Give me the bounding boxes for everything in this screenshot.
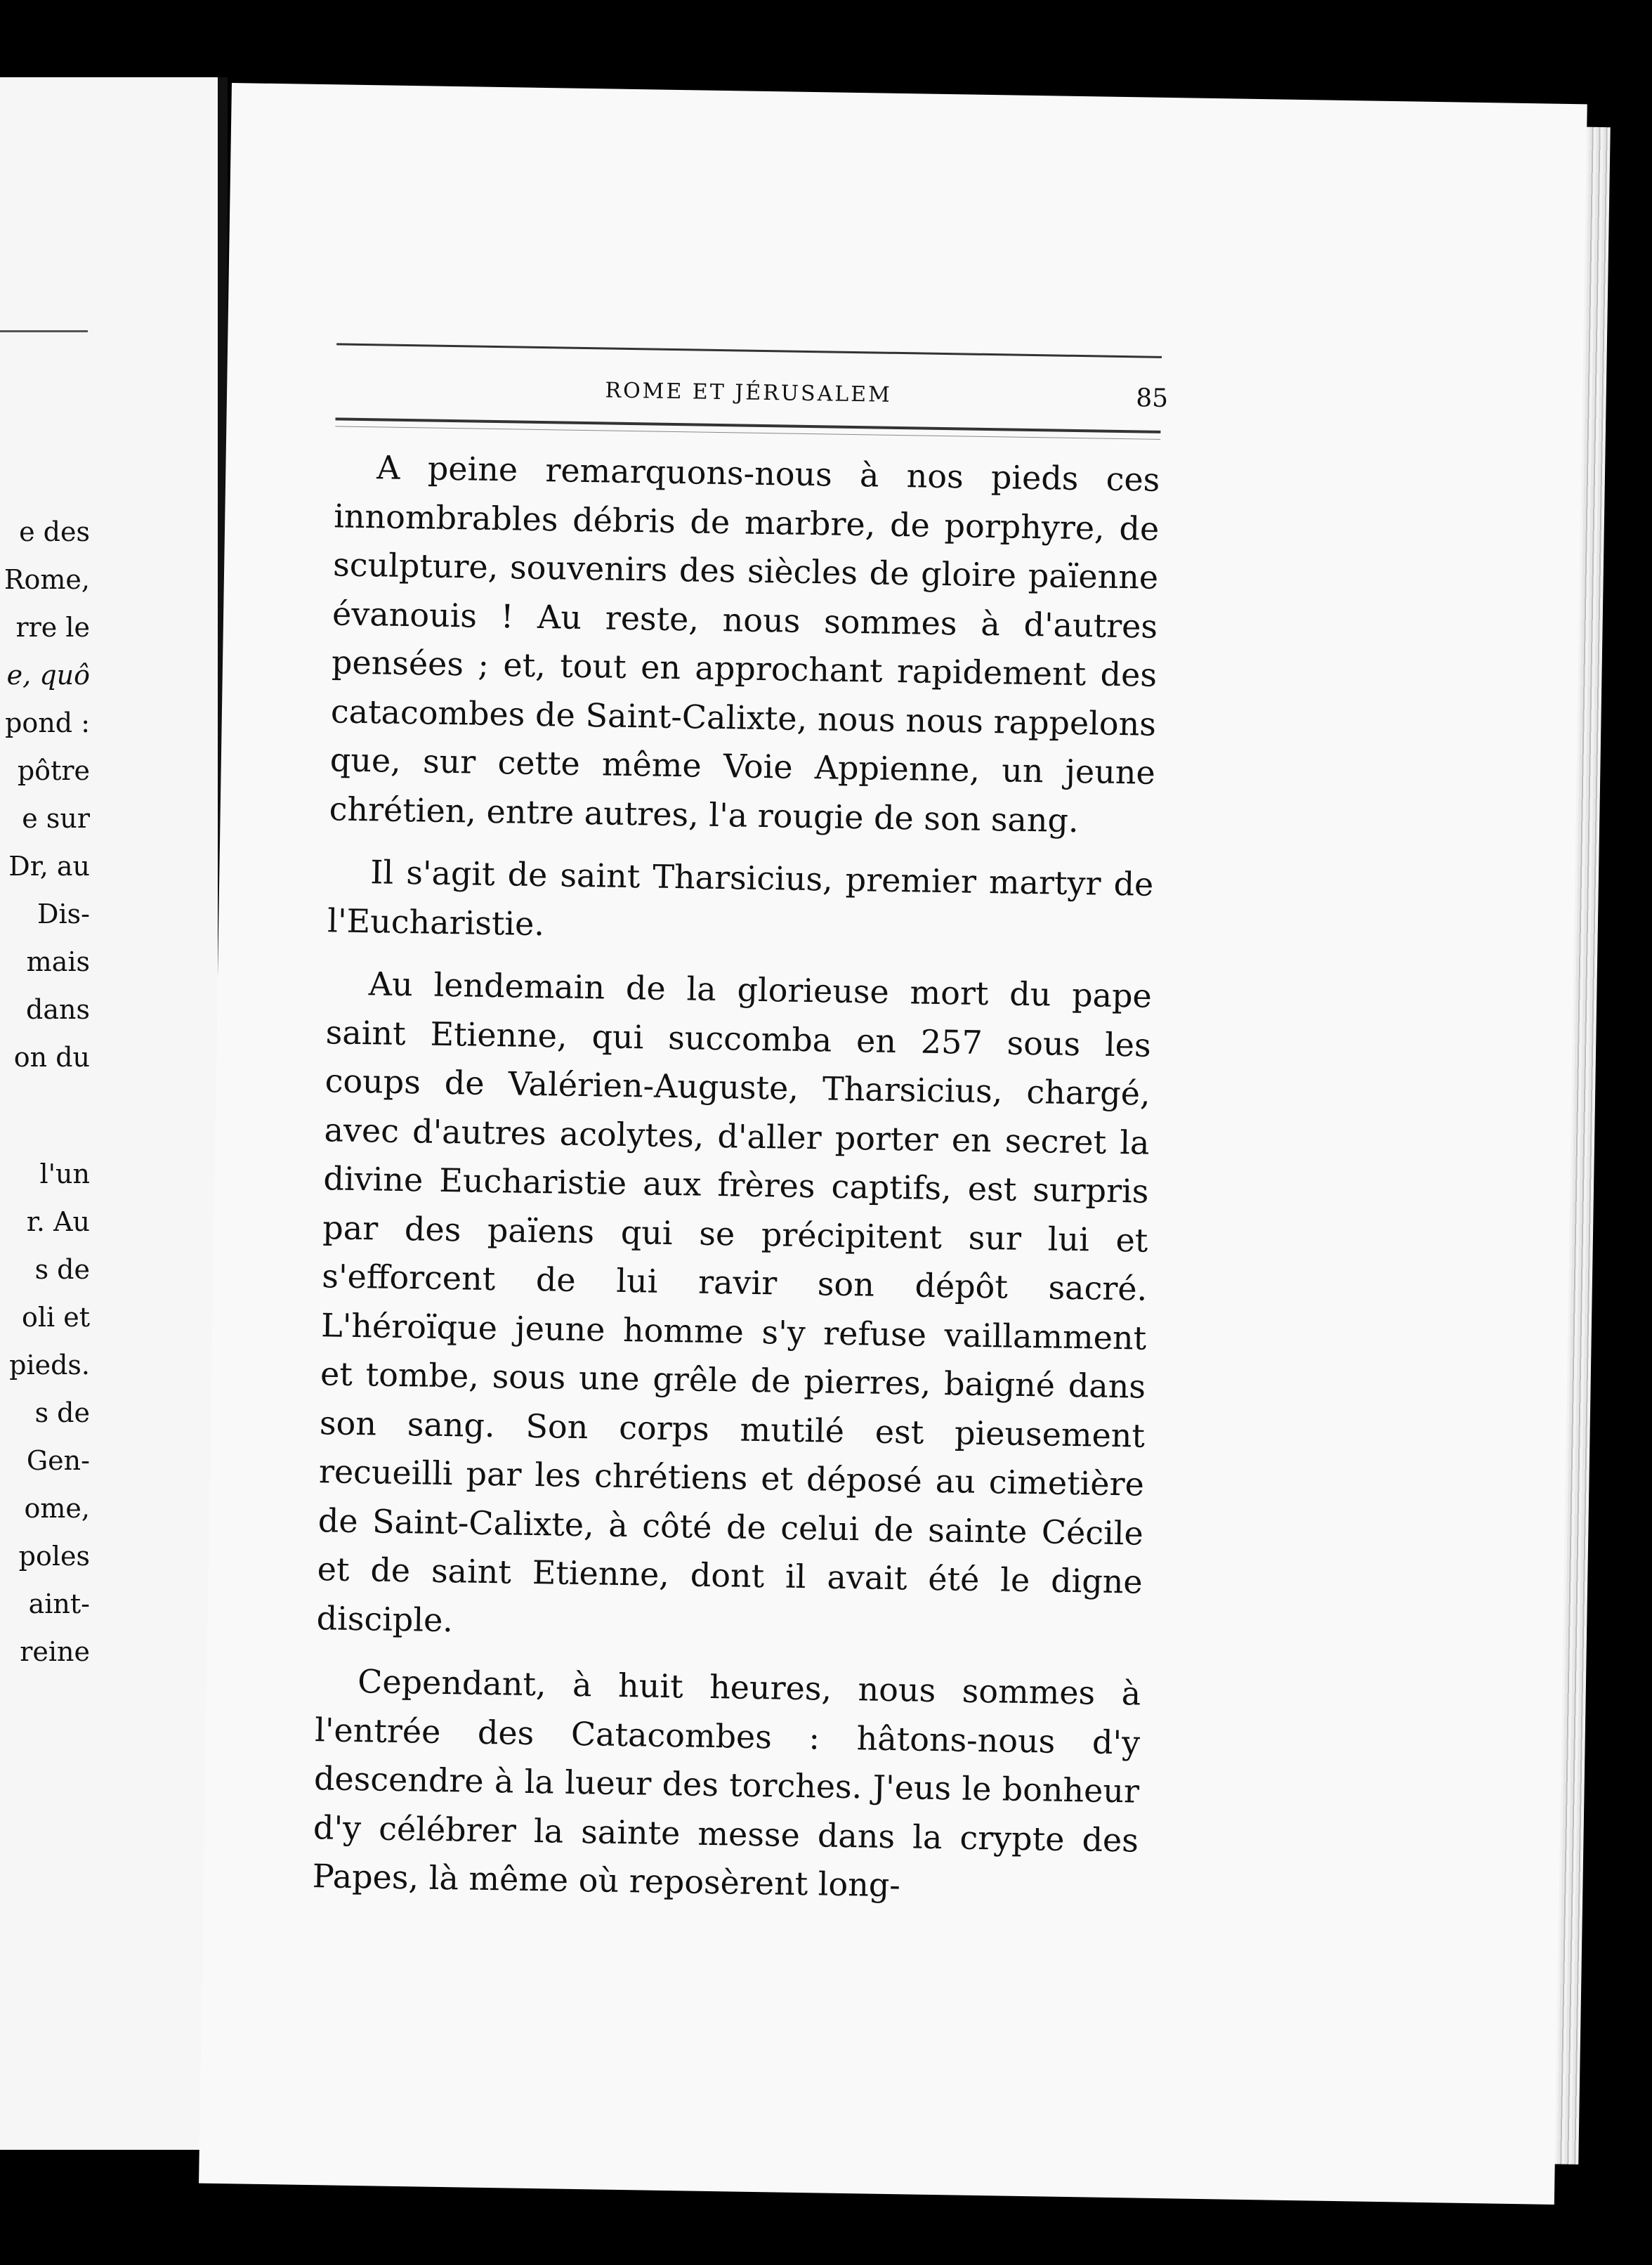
- left-page-line: e sur: [22, 803, 90, 834]
- left-page-line: dans: [26, 994, 90, 1025]
- left-page-line: rre le: [15, 612, 90, 643]
- left-page-line: on du: [13, 1042, 90, 1073]
- left-page-rule: [0, 330, 88, 332]
- left-page-line: e des: [19, 516, 90, 547]
- left-page-line: r. Au: [26, 1206, 90, 1237]
- page-number: 85: [1135, 384, 1169, 413]
- header-rule-bottom: [335, 417, 1160, 433]
- left-page-line: aint-: [28, 1588, 90, 1619]
- left-facing-page: [0, 77, 228, 2150]
- left-page-line: oli et: [21, 1302, 90, 1333]
- left-page-line: pôtre: [17, 755, 90, 786]
- left-page-line: s de: [34, 1254, 90, 1285]
- left-page-line: Gen-: [26, 1445, 90, 1476]
- left-page-line: pieds.: [9, 1350, 90, 1380]
- left-page-line: l'un: [39, 1158, 90, 1189]
- paragraph: A peine remarquons-nous à nos pieds ces innombrables débris de marbre, de porphyre, de sculpture, souvenirs des siècles de gloire païenne évanouis ! Au reste, nous sommes à d'autres pensées ; et, tout en approchant rapidement des catacombes de Saint-Calixte, nous nous rappelons que, sur cette même Voie Appienne, un jeune chrétien, entre autres, l'a rougie de son sang.: [329, 448, 1160, 840]
- body-text: [312, 443, 1160, 1928]
- paragraph: Cependant, à huit heures, nous sommes à l'entrée des Catacombes : hâtons-nous d'y descendre à la lueur des torches. J'eus le bonheur d'y célébrer la sainte messe dans la crypte des Papes, là même où reposèrent long-: [312, 1662, 1141, 1905]
- left-page-line: reine: [20, 1636, 90, 1667]
- paragraph: Au lendemain de la glorieuse mort du pape saint Etienne, qui succomba en 257 sous les coups de Valérien-Auguste, Tharsicius, chargé, avec d'autres acolytes, d'aller porter en secret la divine Eucharistie aux frères captifs, est surpris par des païens qui se précipitent sur lui et s'efforcent de lui ravir son dépôt sacré. L'héroïque jeune homme s'y refuse vaillamment et tombe, sous une grêle de pierres, baigné dans son sang. Son corps mutilé est pieusement recueilli par les chrétiens et déposé au cimetière de Saint-Calixte, à côté de celui de sainte Cécile et de saint Etienne, dont il avait été le digne disciple.: [316, 965, 1153, 1639]
- running-head: ROME ET JÉRUSALEM: [605, 378, 893, 407]
- left-page-line: mais: [26, 946, 90, 977]
- left-page-line: Rome,: [4, 564, 90, 595]
- book-page: [199, 83, 1587, 2205]
- header-rule-top: [336, 343, 1162, 358]
- left-page-line: ome,: [24, 1493, 90, 1524]
- left-page-line: Dr, au: [8, 851, 90, 882]
- left-page-line: pond :: [5, 707, 90, 738]
- left-page-line: poles: [18, 1541, 90, 1572]
- left-page-line: Dis-: [37, 899, 90, 929]
- left-page-line: s de: [34, 1397, 90, 1428]
- left-page-line: e, quô: [6, 660, 90, 691]
- paragraph: Il s'agit de saint Tharsicius, premier martyr de l'Eucharistie.: [327, 853, 1154, 943]
